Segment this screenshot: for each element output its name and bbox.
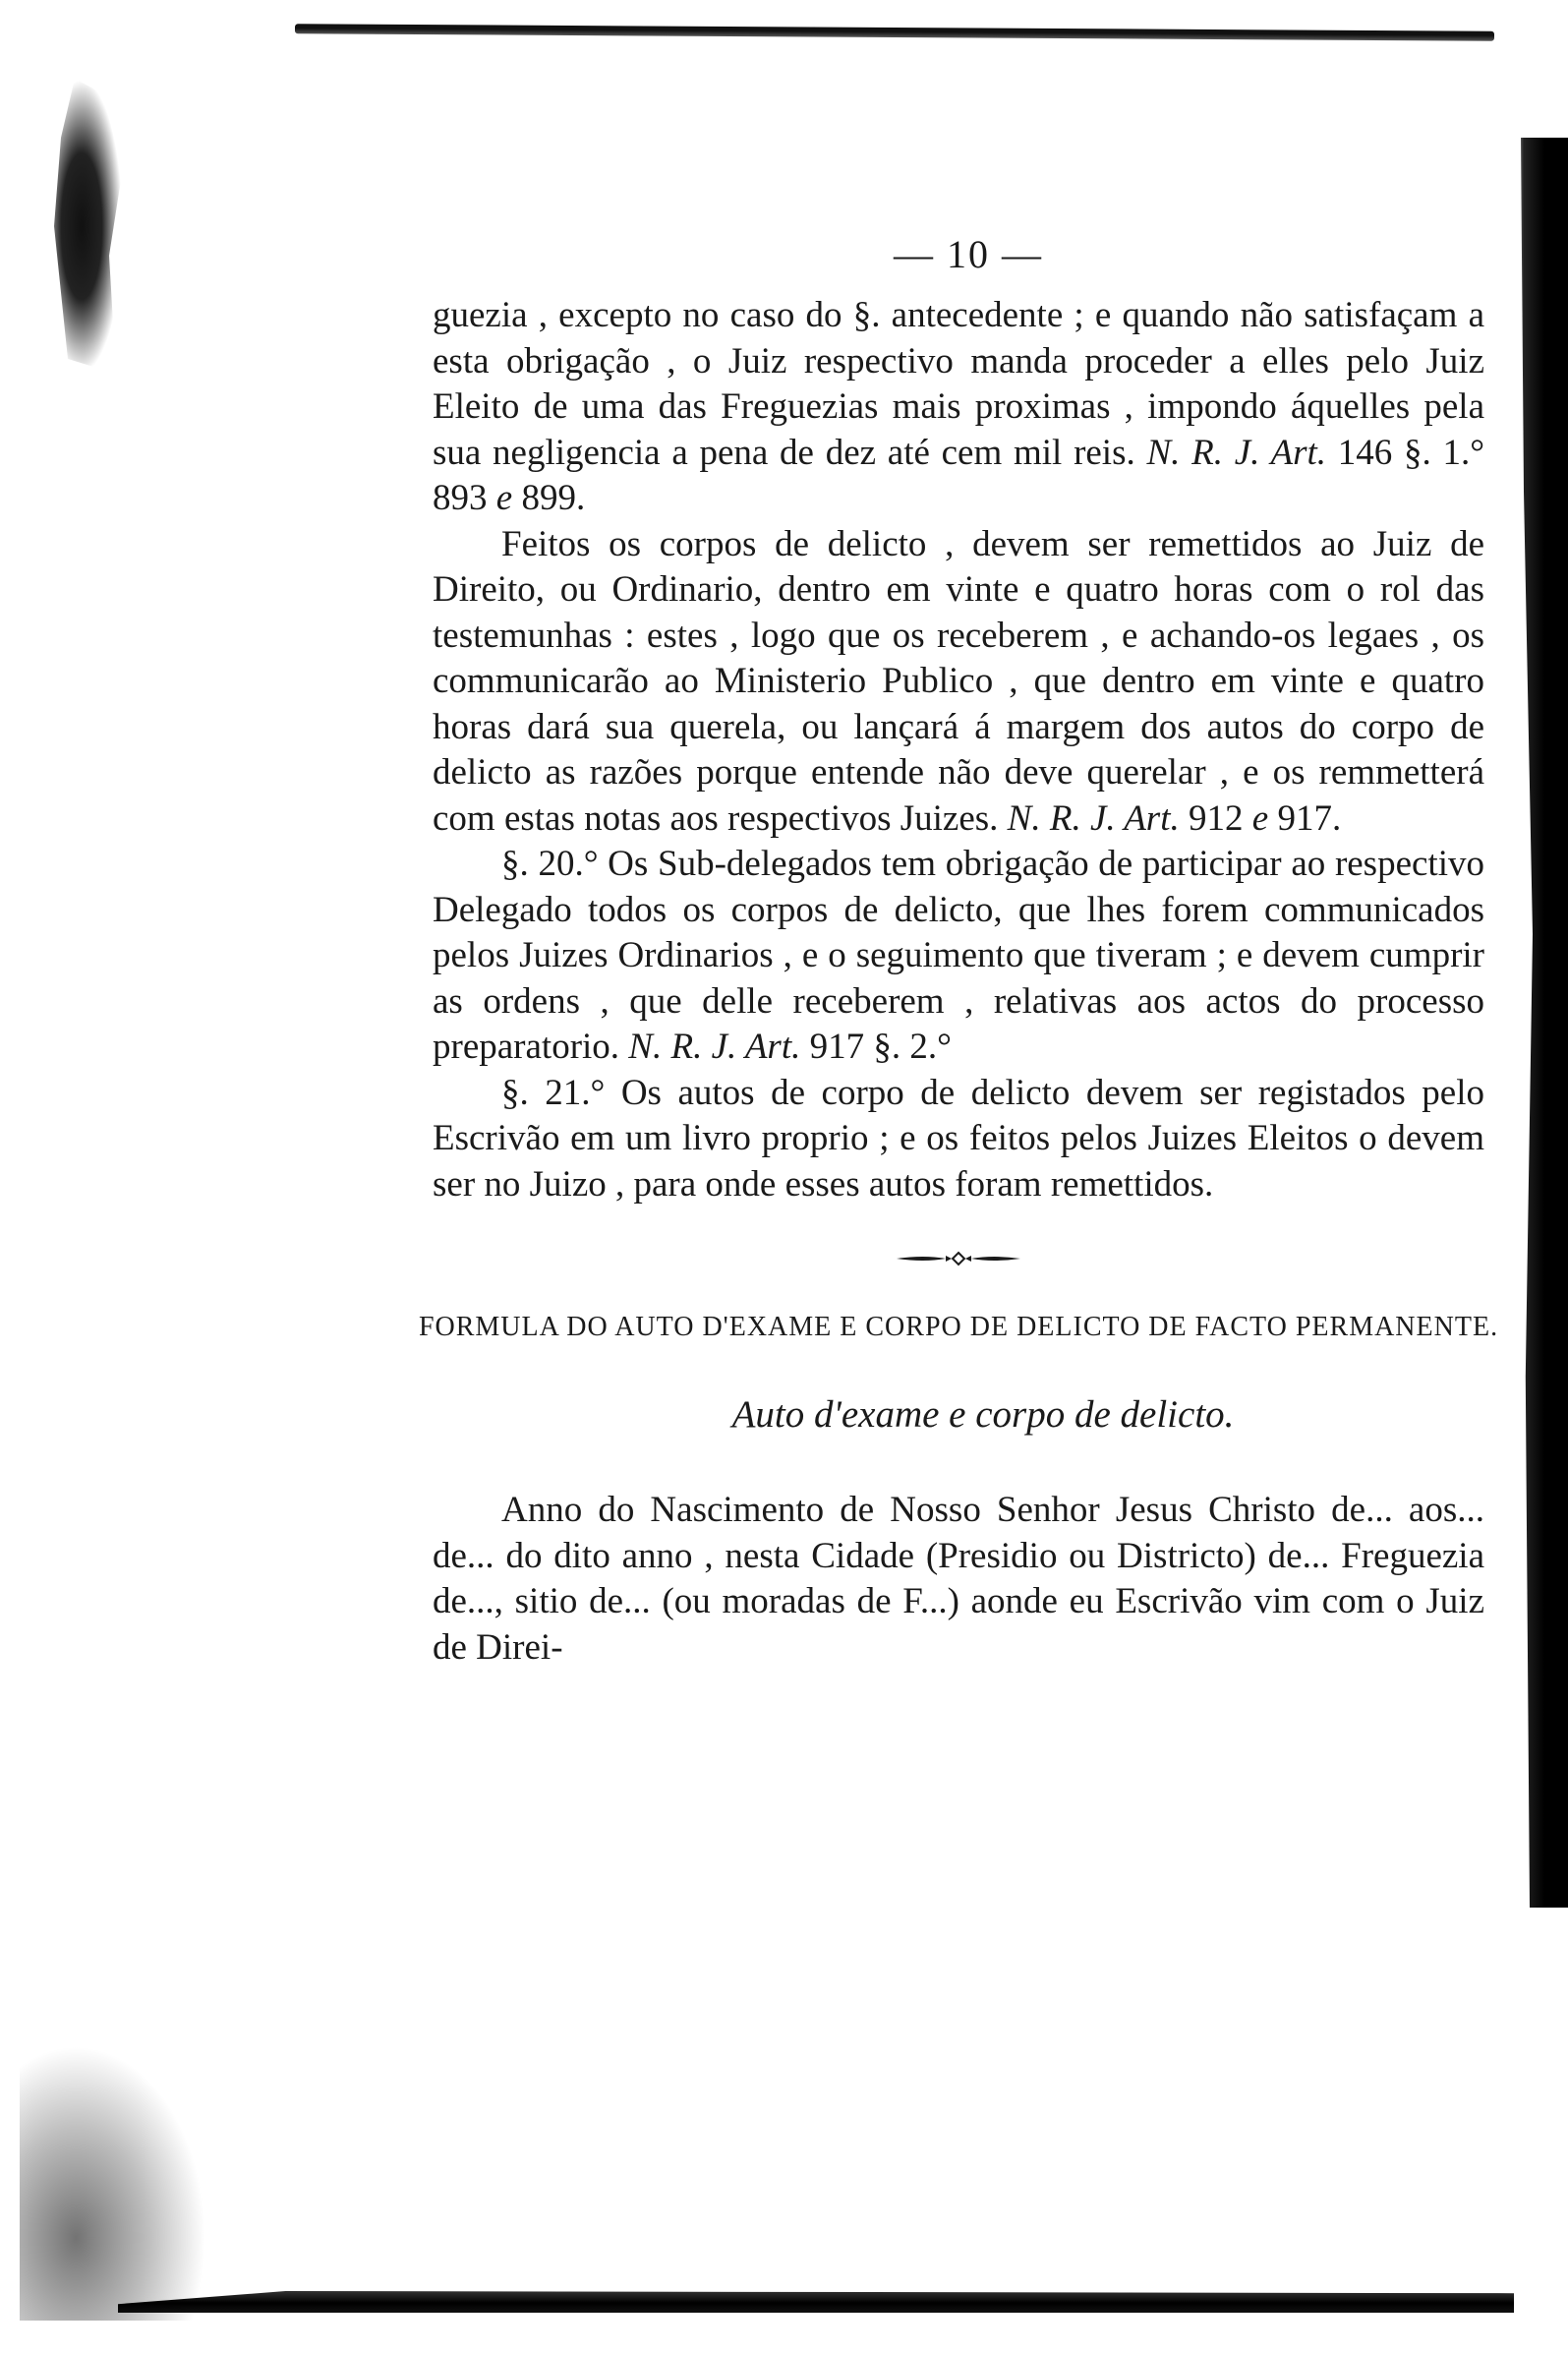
scan-right-edge [1509,138,1568,1908]
paragraph-3-text: §. 20.° Os Sub-delegados tem obrigação de participar ao respectivo Delegado todos os corpos de delicto, que lhes forem communicados pelos Juizes Ordinarios , e o seguimento que tiveram ; e devem cumprir as ordens , que delle receberem , relativas aos actos do processo preparatorio. [433,844,1484,1067]
scan-bottom-left-shadow [20,2045,206,2321]
page-number: — 10 — [894,232,1043,276]
section-heading: FORMULA DO AUTO D'EXAME E CORPO DE DELICTO DE FACTO PERMANENTE. [418,1312,1499,1342]
citation-2-conj: e [1251,797,1269,839]
paragraph-4-text: §. 21.° Os autos de corpo de delicto devem ser registados pelo Escrivão em um livro proprio ; e os feitos pelos Juizes Eleitos o devem ser no Juizo , para onde esses autos foram remettidos. [433,1072,1484,1205]
paragraph-formula: Anno do Nascimento de Nosso Senhor Jesus Christo de... aos... de... do dito anno , nesta Cidade (Presidio ou Districto) de... Freguezia de..., sitio de... (ou moradas de F...) aonde eu Escrivão vim com o Juiz de Direi- [433,1490,1484,1668]
scan-top-rule [295,24,1494,40]
citation-2-numbers: 912 [1189,797,1244,839]
citation-1-numbers: 146 §. 1.° 893 [433,432,1484,518]
paragraph-2-text: Feitos os corpos de delicto , devem ser remettidos ao Juiz de Direito, ou Ordinario, dentro em vinte e quatro horas com o rol das testemunhas : estes , logo que os receberem , e achando-os legaes , os communicarão ao Ministerio Publico , que dentro em vinte e quatro horas dará sua querela, ou lançará á margem dos autos do corpo de delicto as razões porque entende não deve querelar , e os remmetterá com estas notas aos respectivos Juizes. [433,523,1484,839]
paragraph-1 [433,293,1484,522]
citation-1-ref: N. R. J. Art. [1146,432,1326,473]
paragraph-1-text: guezia , excepto no caso do §. antecedente ; e quando não satisfaçam a esta obrigação , o Juiz respectivo manda proceder a elles pelo Juiz Eleito de uma das Freguezias mais proximas , impondo áquelles pela sua negligencia a pena de dez até cem mil reis. [433,295,1484,473]
scan-left-smudge [54,79,123,374]
ornament-divider [433,1249,1484,1268]
paragraph-2 [433,522,1484,843]
citation-1-conj: e [495,478,513,518]
paragraph-section-21 [433,1071,1484,1208]
section-subheading: Auto d'exame e corpo de delicto. [731,1393,1235,1436]
book-page [418,231,1499,1671]
citation-2-tail: 917. [1277,797,1342,839]
paragraph-section-20 [433,842,1484,1071]
scan-bottom-rule [118,2291,1514,2313]
citation-3-numbers: 917 §. 2.° [809,1027,952,1067]
ornament-flourish-icon [895,1251,1022,1266]
citation-2-ref: N. R. J. Art. [1007,797,1180,839]
citation-3-ref: N. R. J. Art. [628,1027,801,1067]
citation-1-tail: 899. [521,478,586,518]
